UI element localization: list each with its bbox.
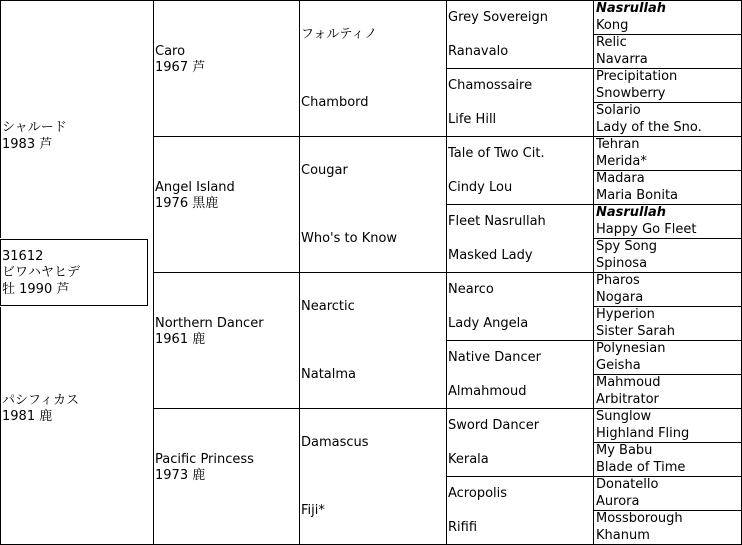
gen4-name: Grey Sovereign [448,10,549,25]
gen2-info: 1976 黒鹿 [155,196,219,211]
gen4-rule [446,68,593,69]
gen4-rule [446,136,593,137]
column-rule-3 [446,0,447,545]
gen2-name: Pacific Princess [155,452,254,467]
gen5-name: Polynesian [596,341,666,356]
gen3-name: Natalma [301,367,356,382]
gen5-name: Merida* [596,154,647,169]
gen2-rule [153,272,299,273]
gen3-name: Chambord [301,95,369,110]
gen3-rule [299,136,446,137]
gen2-info: 1961 鹿 [155,332,206,347]
gen2-name: Northern Dancer [155,316,264,331]
gen5-name: Sister Sarah [596,324,675,339]
gen5-name: Spy Song [596,239,658,254]
gen4-name: Life Hill [448,112,497,127]
gen4-rule [446,340,593,341]
gen5-name: Blade of Time [596,460,686,475]
gen2-rule [153,408,299,409]
gen4-name: Tale of Two Cit. [448,146,545,161]
gen5-name: Navarra [596,52,648,67]
subject-name: ビワハヤヒデ [2,265,81,280]
gen3-rule [299,272,446,273]
gen3-rule [299,408,446,409]
subject-id: 31612 [2,249,44,264]
sire-block [0,0,153,238]
gen5-name: Lady of the Sno. [596,120,702,135]
subject-info: 牡 1990 芦 [2,282,70,297]
gen5-name: Maria Bonita [596,188,679,203]
gen3-name: Nearctic [301,299,355,314]
gen5-name: Hyperion [596,307,655,322]
gen5-name: Highland Fling [596,426,690,441]
gen4-name: Fleet Nasrullah [448,214,546,229]
gen4-name: Native Dancer [448,350,541,365]
gen4-name: Masked Lady [448,248,533,263]
gen5-name: Nasrullah [596,1,666,16]
dam-block [0,307,153,545]
gen4-rule [446,204,593,205]
gen5-name: Sunglow [596,409,652,424]
gen4-name: Cindy Lou [448,180,513,195]
gen2-rule [153,0,299,1]
gen5-name: Mahmoud [596,375,661,390]
column-rule-2 [299,0,300,545]
gen2-name: Caro [155,44,186,59]
gen5-name: My Babu [596,443,653,458]
gen2-info: 1973 鹿 [155,468,206,483]
gen5-name: Nogara [596,290,644,305]
gen4-name: Chamossaire [448,78,533,93]
gen5-name: Khanum [596,528,650,543]
gen3-name: Damascus [301,435,369,450]
gen5-name: Madara [596,171,645,186]
gen3-name: Who's to Know [301,231,398,246]
gen5-name: Nasrullah [596,205,666,220]
gen4-rule [446,408,593,409]
gen5-name: Snowberry [596,86,666,101]
gen3-name: Cougar [301,163,348,178]
gen4-name: Almahmoud [448,384,527,399]
gen5-name: Tehran [596,137,640,152]
column-rule-1 [153,0,154,545]
gen5-name: Donatello [596,477,659,492]
gen5-name: Aurora [596,494,640,509]
gen4-rule [446,272,593,273]
gen4-name: Nearco [448,282,494,297]
gen4-name: Acropolis [448,486,508,501]
gen4-name: Kerala [448,452,489,467]
gen5-name: Kong [596,18,629,33]
gen4-name: Rififi [448,520,478,535]
gen4-rule [446,0,593,1]
dam-info: 1981 鹿 [2,409,53,424]
dam-name: パシフィカス [2,393,79,408]
gen4-name: Ranavalo [448,44,509,59]
sire-name: シャルード [2,120,67,135]
sire-info: 1983 芦 [2,137,53,152]
gen5-name: Pharos [596,273,640,288]
gen5-name: Precipitation [596,69,678,84]
gen5-name: Happy Go Fleet [596,222,697,237]
gen3-name: フォルティノ [301,27,378,42]
gen4-rule [446,476,593,477]
gen5-name: Solario [596,103,641,118]
gen4-name: Sword Dancer [448,418,540,433]
gen5-name: Geisha [596,358,641,373]
gen3-name: Fiji* [301,503,325,518]
gen2-rule [153,136,299,137]
gen2-name: Angel Island [155,180,235,195]
gen5-name: Arbitrator [596,392,659,407]
gen3-rule [299,0,446,1]
gen5-name: Spinosa [596,256,648,271]
gen2-info: 1967 芦 [155,60,206,75]
gen4-name: Lady Angela [448,316,529,331]
gen5-name: Relic [596,35,627,50]
column-rule-4 [593,0,594,545]
gen5-name: Mossborough [596,511,683,526]
